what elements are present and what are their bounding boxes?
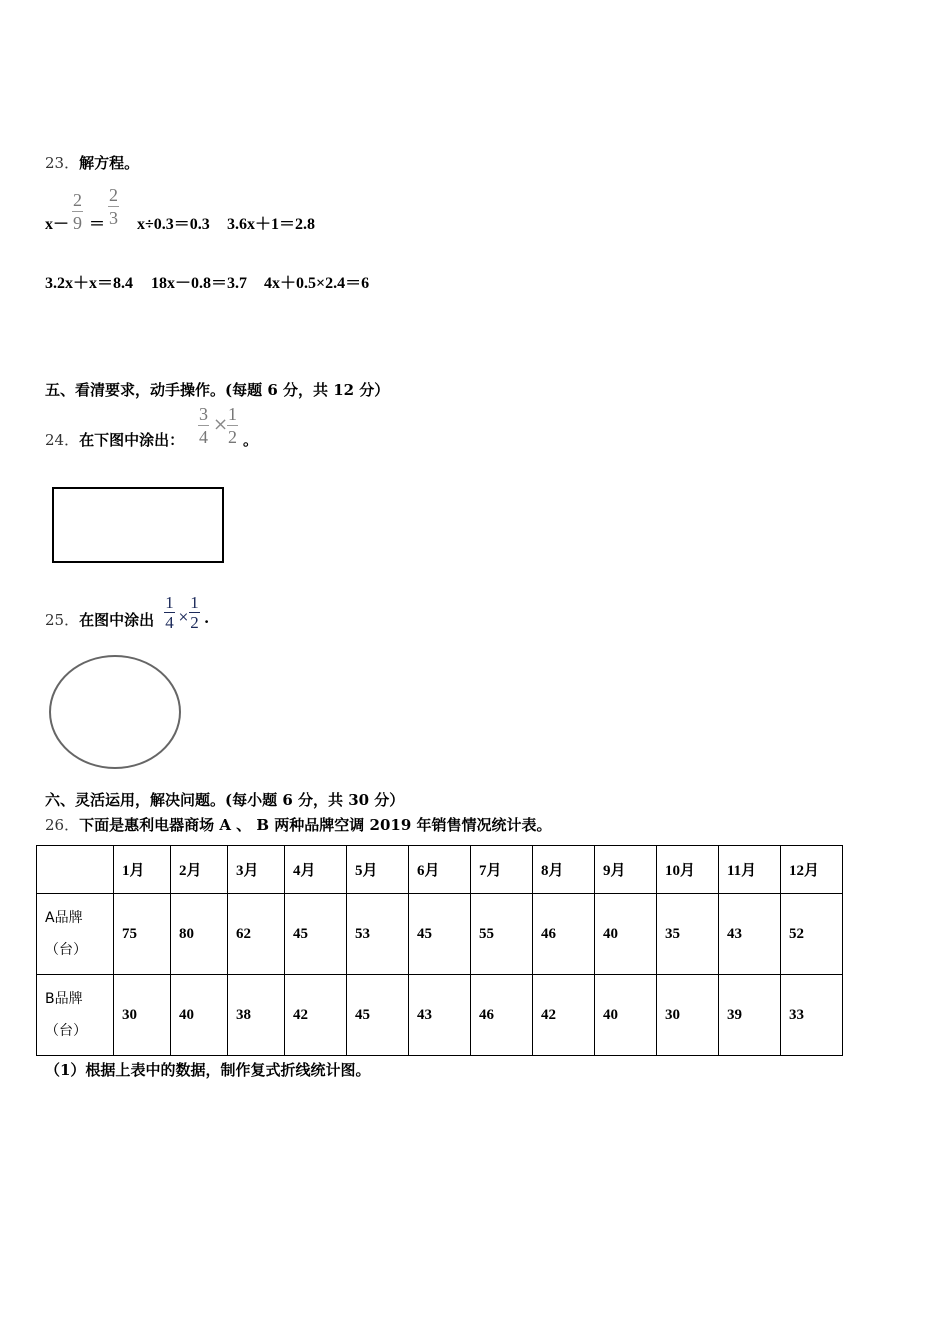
- period: .: [204, 609, 210, 627]
- month-header: 10月: [657, 846, 719, 894]
- month-header: 8月: [533, 846, 595, 894]
- equals: ＝: [89, 216, 106, 233]
- table-cell: 45: [285, 894, 347, 975]
- month-header: 1月: [114, 846, 171, 894]
- table-cell: 30: [114, 975, 171, 1056]
- table-cell: 62: [228, 894, 285, 975]
- table-cell: 55: [471, 894, 533, 975]
- circle-figure[interactable]: [49, 655, 181, 769]
- table-cell: 43: [409, 975, 471, 1056]
- month-header: 9月: [595, 846, 657, 894]
- table-cell: 75: [114, 894, 171, 975]
- fraction: 1 2: [228, 404, 237, 447]
- table-cell: 40: [595, 894, 657, 975]
- table-cell: 42: [533, 975, 595, 1056]
- table-row: [37, 975, 843, 1056]
- equation-6: 4x＋0.5×2.4＝6: [264, 275, 370, 292]
- equation-1: x－: [45, 216, 70, 233]
- month-header: 11月: [719, 846, 781, 894]
- table-cell: 45: [409, 894, 471, 975]
- table-cell: 53: [347, 894, 409, 975]
- table-cell: 52: [781, 894, 843, 975]
- section-6-heading: 六、灵活运用，解决问题。(每小题 6 分，共 30 分）: [45, 791, 405, 809]
- times-sign: ×: [213, 414, 229, 435]
- equation-3: 3.6x＋1＝2.8: [227, 216, 316, 233]
- times-sign: ×: [178, 610, 189, 625]
- month-header: 4月: [285, 846, 347, 894]
- equation-5: 18x－0.8＝3.7: [151, 275, 248, 292]
- table-cell: 43: [719, 894, 781, 975]
- q23-heading: 23．解方程。: [45, 154, 140, 172]
- table-cell: 46: [471, 975, 533, 1056]
- month-header: 6月: [409, 846, 471, 894]
- table-row: [37, 894, 843, 975]
- month-header: 3月: [228, 846, 285, 894]
- fraction: 1 2: [190, 593, 199, 632]
- fraction: 2 9: [73, 190, 82, 233]
- table-cell: 45: [347, 975, 409, 1056]
- fraction: 1 4: [165, 593, 174, 632]
- month-header: 5月: [347, 846, 409, 894]
- month-header: 2月: [171, 846, 228, 894]
- table-cell: 80: [171, 894, 228, 975]
- fraction: 3 4: [199, 404, 208, 447]
- table-cell: 35: [657, 894, 719, 975]
- table-header-row: [37, 846, 843, 894]
- table-cell: 30: [657, 975, 719, 1056]
- period: 。: [243, 431, 259, 449]
- table-cell: 42: [285, 975, 347, 1056]
- q26-text: 26．下面是惠利电器商场 A 、 B 两种品牌空调 2019 年销售情况统计表。: [45, 816, 552, 834]
- equation-2: x÷0.3＝0.3: [137, 216, 210, 233]
- sales-table: [36, 845, 843, 1056]
- rectangle-figure[interactable]: [52, 487, 224, 563]
- q25-text: 25．在图中涂出: [45, 611, 155, 629]
- table-cell: 46: [533, 894, 595, 975]
- table-cell: 40: [171, 975, 228, 1056]
- equation-4: 3.2x＋x＝8.4: [45, 275, 134, 292]
- table-cell: 40: [595, 975, 657, 1056]
- table-cell: 39: [719, 975, 781, 1056]
- month-header: 12月: [781, 846, 843, 894]
- row-label: B品牌 （台）: [37, 975, 114, 1056]
- corner-cell: [37, 846, 114, 894]
- section-5-heading: 五、看清要求，动手操作。(每题 6 分，共 12 分）: [45, 381, 390, 399]
- fraction: 2 3: [109, 185, 118, 228]
- table-cell: 33: [781, 975, 843, 1056]
- month-header: 7月: [471, 846, 533, 894]
- q24-text: 24．在下图中涂出：: [45, 431, 185, 449]
- table-cell: 38: [228, 975, 285, 1056]
- row-label: A品牌 （台）: [37, 894, 114, 975]
- q26-subquestion-1: （1）根据上表中的数据，制作复式折线统计图。: [45, 1061, 371, 1079]
